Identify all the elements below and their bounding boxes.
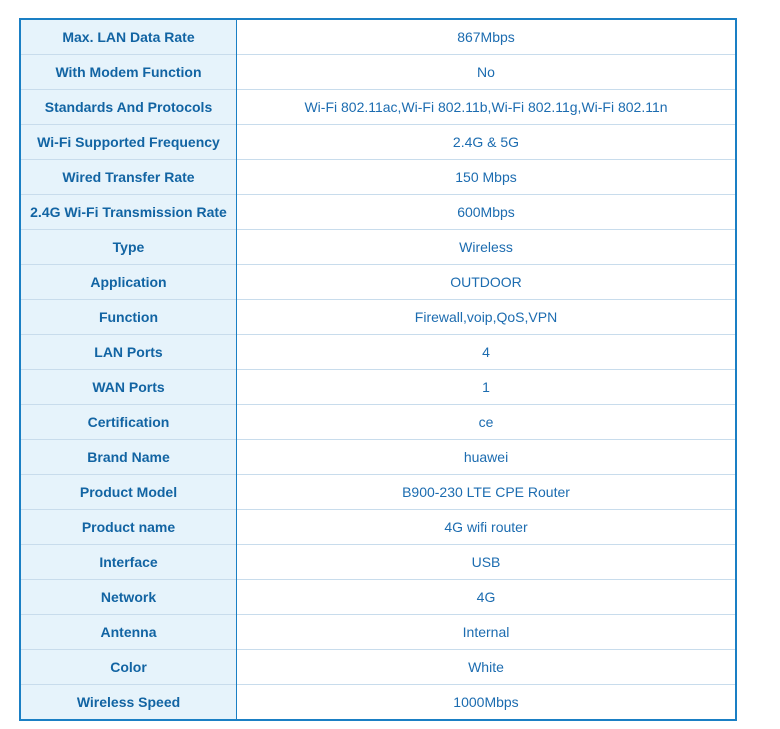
spec-label: Interface (20, 545, 237, 580)
spec-value: Internal (237, 615, 737, 650)
spec-row (20, 545, 736, 580)
spec-label: Product Model (20, 475, 237, 510)
spec-value: Firewall,voip,QoS,VPN (237, 300, 737, 335)
spec-label: Network (20, 580, 237, 615)
spec-label: Wireless Speed (20, 685, 237, 721)
spec-row (20, 405, 736, 440)
spec-label: Max. LAN Data Rate (20, 19, 237, 55)
spec-value: 150 Mbps (237, 160, 737, 195)
spec-row (20, 90, 736, 125)
spec-row (20, 615, 736, 650)
spec-value: White (237, 650, 737, 685)
spec-label: Wired Transfer Rate (20, 160, 237, 195)
spec-label: Product name (20, 510, 237, 545)
spec-value: 4G (237, 580, 737, 615)
spec-value: 2.4G & 5G (237, 125, 737, 160)
spec-label: Function (20, 300, 237, 335)
spec-value: huawei (237, 440, 737, 475)
spec-row (20, 370, 736, 405)
spec-label: Type (20, 230, 237, 265)
spec-value: Wi-Fi 802.11ac,Wi-Fi 802.11b,Wi-Fi 802.11g,Wi-Fi 802.11n (237, 90, 737, 125)
spec-value: USB (237, 545, 737, 580)
spec-row (20, 440, 736, 475)
spec-row (20, 650, 736, 685)
spec-value: B900-230 LTE CPE Router (237, 475, 737, 510)
spec-label: Brand Name (20, 440, 237, 475)
spec-value: Wireless (237, 230, 737, 265)
spec-value: OUTDOOR (237, 265, 737, 300)
spec-row (20, 55, 736, 90)
spec-row (20, 300, 736, 335)
spec-value: No (237, 55, 737, 90)
spec-label: Certification (20, 405, 237, 440)
spec-value: 4 (237, 335, 737, 370)
spec-value: 1 (237, 370, 737, 405)
spec-row (20, 510, 736, 545)
spec-label: Antenna (20, 615, 237, 650)
spec-row (20, 475, 736, 510)
spec-row (20, 685, 736, 721)
spec-row (20, 195, 736, 230)
spec-row (20, 335, 736, 370)
spec-value: 600Mbps (237, 195, 737, 230)
spec-value: 867Mbps (237, 19, 737, 55)
spec-label: With Modem Function (20, 55, 237, 90)
spec-label: Standards And Protocols (20, 90, 237, 125)
spec-label: WAN Ports (20, 370, 237, 405)
spec-value: 1000Mbps (237, 685, 737, 721)
specifications-table (19, 18, 737, 721)
spec-value: 4G wifi router (237, 510, 737, 545)
spec-label: 2.4G Wi-Fi Transmission Rate (20, 195, 237, 230)
spec-label: Application (20, 265, 237, 300)
spec-label: LAN Ports (20, 335, 237, 370)
spec-row (20, 19, 736, 55)
spec-label: Wi-Fi Supported Frequency (20, 125, 237, 160)
spec-value: ce (237, 405, 737, 440)
spec-row (20, 125, 736, 160)
spec-row (20, 230, 736, 265)
spec-row (20, 160, 736, 195)
spec-label: Color (20, 650, 237, 685)
spec-row (20, 580, 736, 615)
spec-row (20, 265, 736, 300)
